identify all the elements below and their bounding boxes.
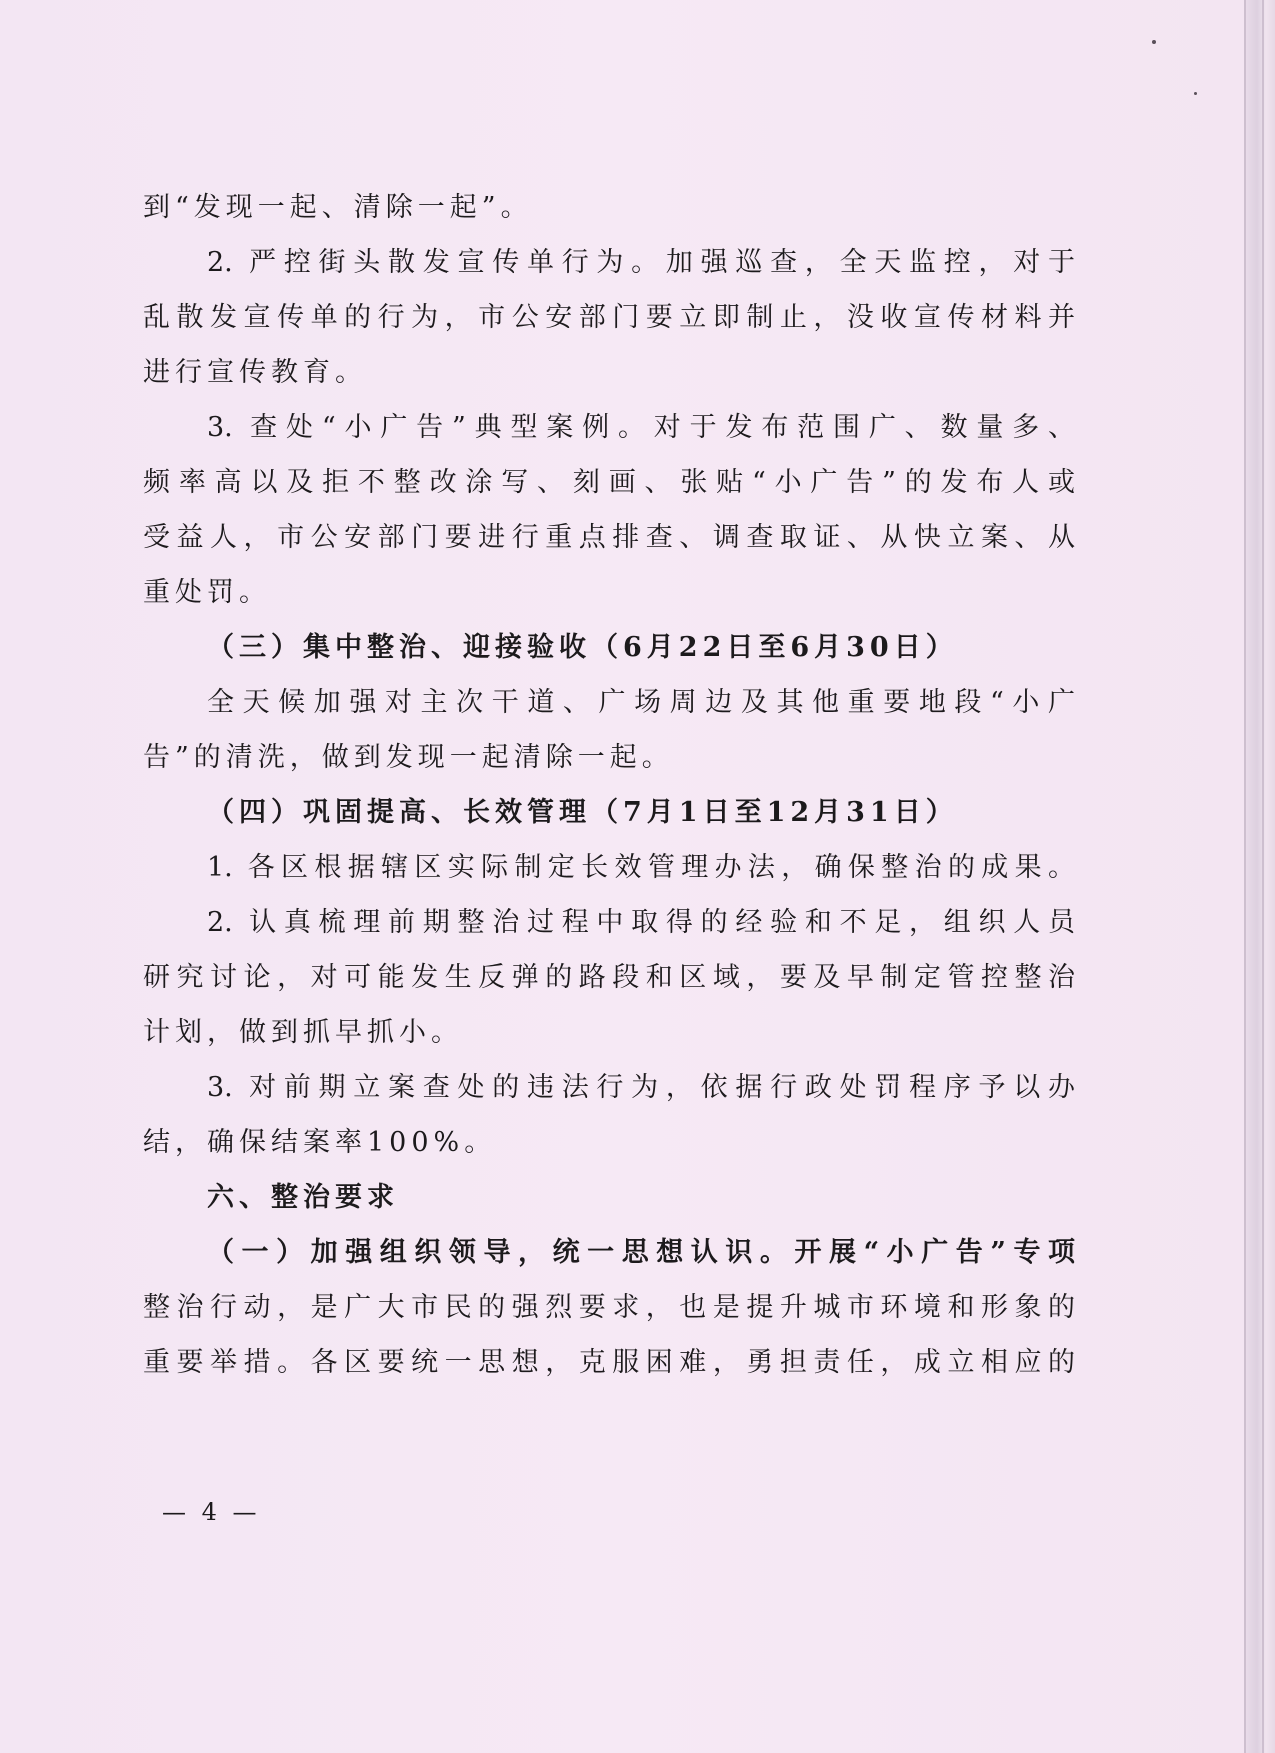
text-line: 重处罚。 — [143, 577, 271, 608]
text-line: 频率高以及拒不整改涂写、刻画、张贴“小广告”的发布人或 — [143, 467, 1075, 498]
text-line: 2. 严控街头散发宣传单行为。加强巡查，全天监控，对于 — [207, 247, 1075, 278]
page-edge-line — [1244, 0, 1246, 1753]
text-line: 研究讨论，对可能发生反弹的路段和区域，要及早制定管控整治 — [143, 962, 1075, 993]
text-line: 3. 对前期立案查处的违法行为，依据行政处罚程序予以办 — [207, 1072, 1075, 1103]
text-line: 告”的清洗，做到发现一起清除一起。 — [143, 742, 674, 773]
page-edge-line — [1262, 0, 1264, 1753]
text-line: 到“发现一起、清除一起”。 — [143, 192, 533, 223]
text-line: 结，确保结案率100%。 — [143, 1127, 497, 1158]
text-line: 2. 认真梳理前期整治过程中取得的经验和不足，组织人员 — [207, 907, 1075, 938]
text-line: 重要举措。各区要统一思想，克服困难，勇担责任，成立相应的 — [143, 1347, 1075, 1378]
text-line: 3. 查处“小广告”典型案例。对于发布范围广、数量多、 — [207, 412, 1075, 443]
text-line: （一）加强组织领导，统一思想认识。开展“小广告”专项 — [207, 1237, 1075, 1268]
text-line: 整治行动，是广大市民的强烈要求，也是提升城市环境和形象的 — [143, 1292, 1075, 1323]
text-line: 计划，做到抓早抓小。 — [143, 1017, 463, 1048]
text-line: 全天候加强对主次干道、广场周边及其他重要地段“小广 — [207, 687, 1075, 718]
text-line: 1. 各区根据辖区实际制定长效管理办法，确保整治的成果。 — [207, 852, 1075, 883]
section-heading: （四）巩固提高、长效管理（7月1日至12月31日） — [207, 797, 958, 828]
page-number: — 4 — — [162, 1498, 261, 1526]
text-line: 乱散发宣传单的行为，市公安部门要立即制止，没收宣传材料并 — [143, 302, 1075, 333]
scan-speck — [1194, 92, 1197, 95]
text-line: 受益人，市公安部门要进行重点排查、调查取证、从快立案、从 — [143, 522, 1075, 553]
chapter-heading: 六、整治要求 — [207, 1182, 399, 1213]
text-line: 进行宣传教育。 — [143, 357, 367, 388]
page-edge-shadow — [1245, 0, 1275, 1753]
scan-speck — [1152, 40, 1156, 44]
section-heading: （三）集中整治、迎接验收（6月22日至6月30日） — [207, 632, 958, 663]
